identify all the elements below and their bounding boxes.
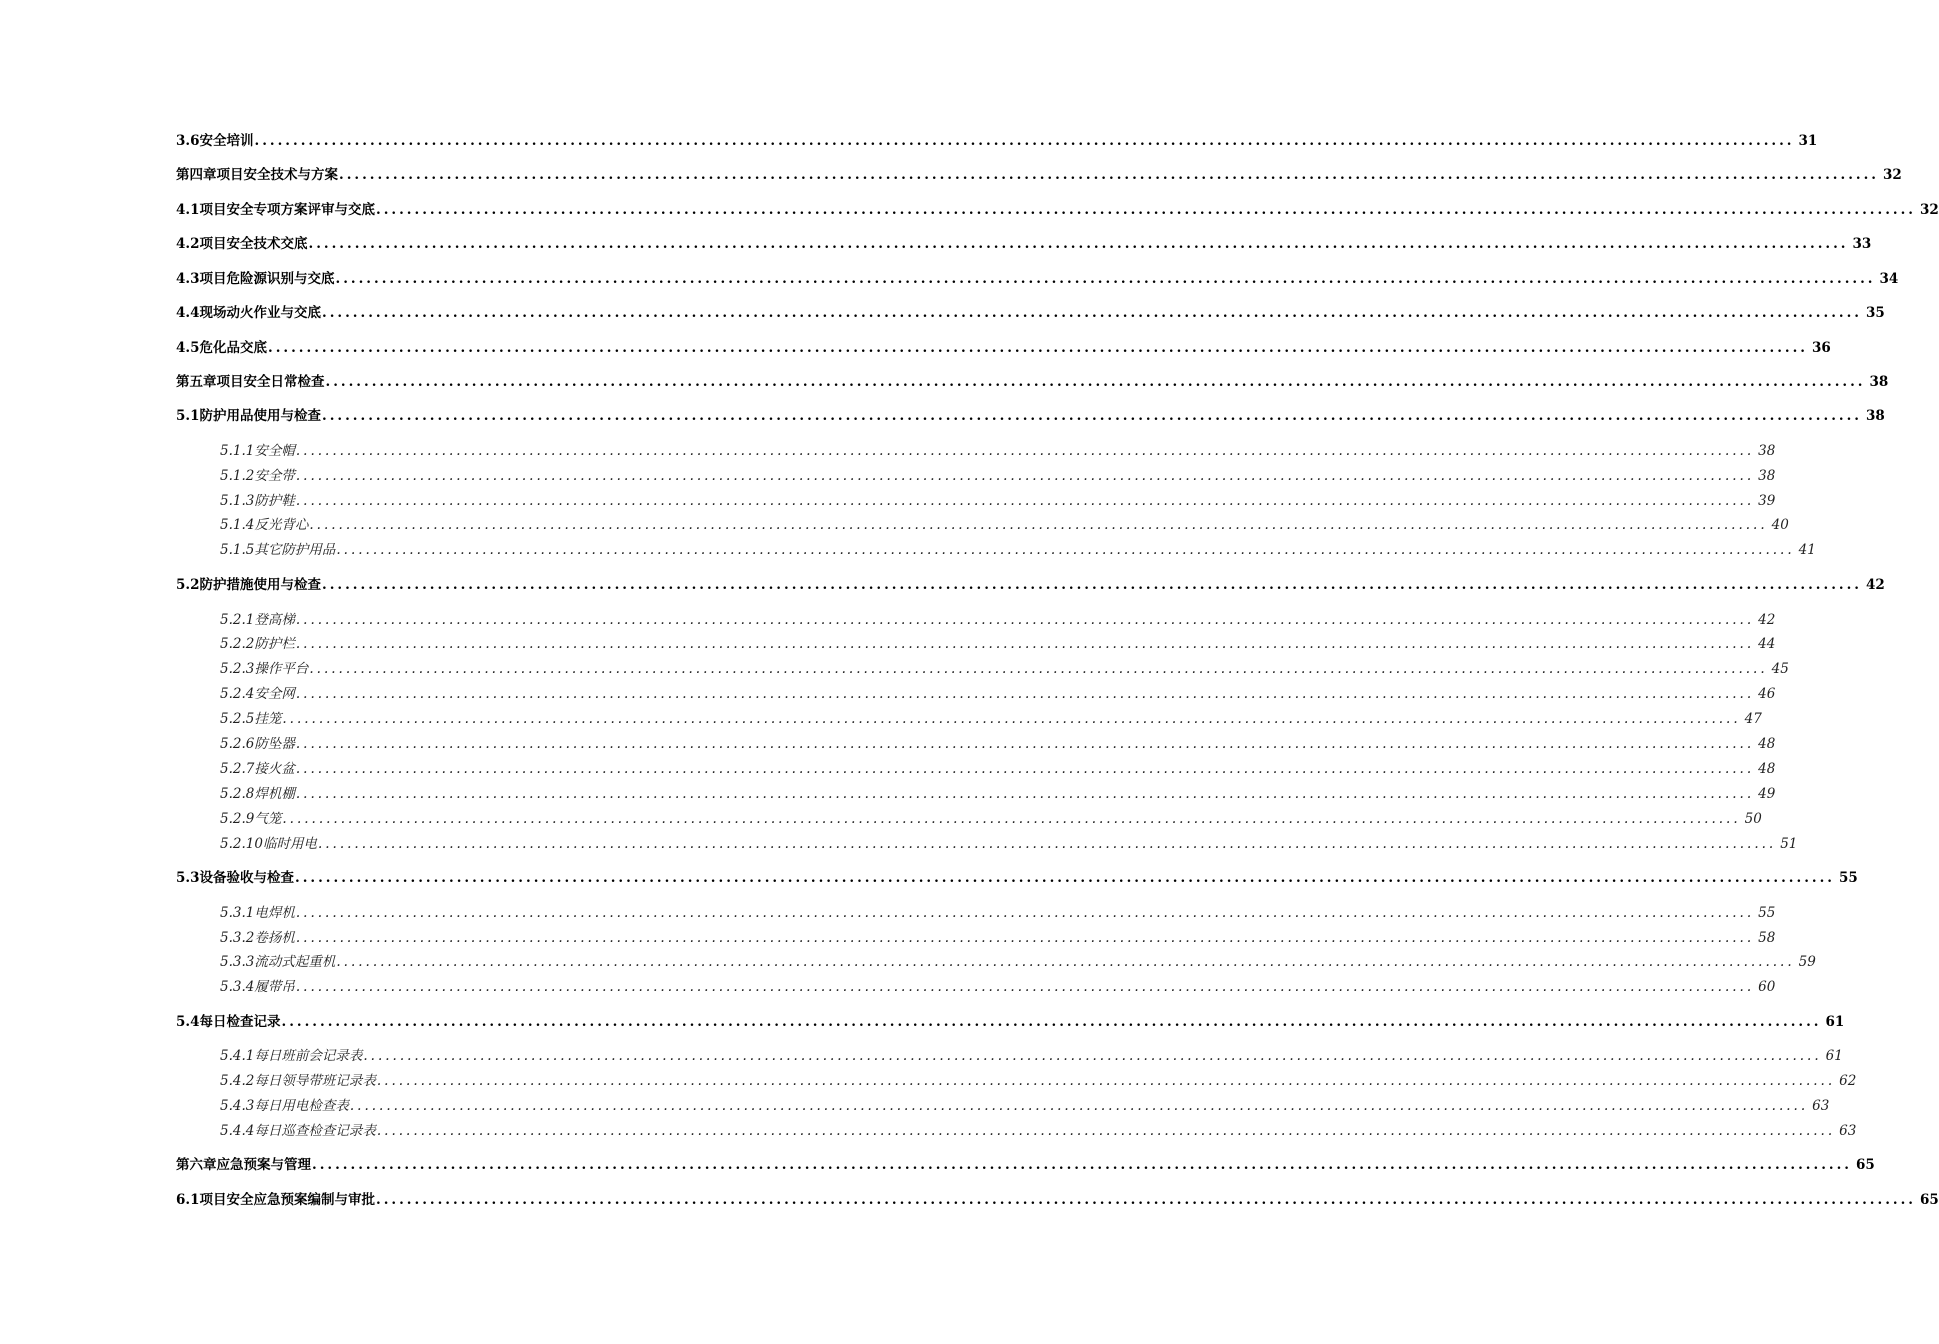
dot-leader: ........................................................................................................................................................................................................: [376, 1073, 1836, 1089]
toc-entry[interactable]: [220, 608, 1776, 628]
toc-entry[interactable]: [220, 901, 1776, 921]
toc-entry-label: 4.2项目安全技术交底: [176, 236, 308, 252]
toc-entry[interactable]: [220, 657, 1789, 677]
toc-entry-page-number: 48: [1758, 761, 1776, 777]
toc-entry-label: 5.4.1每日班前会记录表: [220, 1048, 363, 1064]
toc-entry-page-number: 38: [1866, 408, 1885, 424]
toc-entry[interactable]: [176, 163, 1902, 183]
toc-entry[interactable]: [220, 832, 1798, 852]
toc-entry-label: 5.3.4履带吊: [220, 979, 295, 995]
toc-entry-page-number: 38: [1758, 443, 1776, 459]
toc-entry-label: 5.2.4安全网: [220, 686, 295, 702]
toc-entry-label: 5.1.4反光背心: [220, 517, 309, 533]
dot-leader: ........................................................................................................................................................................................................: [295, 905, 1755, 921]
dot-leader: ........................................................................................................................................................................................................: [295, 636, 1755, 652]
toc-entry-label: 5.2.8焊机棚: [220, 786, 295, 802]
toc-entry-page-number: 59: [1798, 954, 1816, 970]
toc-entry-page-number: 48: [1758, 736, 1776, 752]
dot-leader: ........................................................................................................................................................................................................: [282, 711, 1741, 727]
toc-entry-label: 5.1.1安全帽: [220, 443, 295, 459]
toc-entry-page-number: 65: [1856, 1157, 1875, 1173]
toc-entry-page-number: 39: [1758, 493, 1776, 509]
toc-entry[interactable]: [220, 782, 1776, 802]
toc-entry-page-number: 40: [1771, 517, 1789, 533]
toc-entry[interactable]: [220, 950, 1816, 970]
toc-entry-page-number: 36: [1812, 340, 1831, 356]
toc-entry[interactable]: [176, 267, 1899, 287]
toc-entry-label: 5.2.10临时用电: [220, 836, 317, 852]
toc-entry-label: 5.2.1登高梯: [220, 612, 295, 628]
dot-leader: ........................................................................................................................................................................................................: [336, 954, 1795, 970]
dot-leader: ........................................................................................................................................................................................................: [322, 408, 1862, 424]
toc-entry-label: 5.1.2安全带: [220, 468, 295, 484]
toc-entry-page-number: 55: [1839, 870, 1858, 886]
toc-entry-page-number: 55: [1758, 905, 1776, 921]
toc-entry-page-number: 34: [1879, 271, 1899, 287]
dot-leader: ........................................................................................................................................................................................................: [376, 1192, 1916, 1208]
dot-leader: ........................................................................................................................................................................................................: [295, 612, 1755, 628]
dot-leader: ........................................................................................................................................................................................................: [322, 577, 1862, 593]
toc-entry-label: 5.1防护用品使用与检查: [176, 408, 321, 424]
toc-entry[interactable]: [220, 732, 1776, 752]
dot-leader: ........................................................................................................................................................................................................: [295, 468, 1755, 484]
dot-leader: ........................................................................................................................................................................................................: [282, 811, 1741, 827]
dot-leader: ........................................................................................................................................................................................................: [363, 1048, 1822, 1064]
toc-entry-label: 5.4.3每日用电检查表: [220, 1098, 349, 1114]
dot-leader: ........................................................................................................................................................................................................: [295, 736, 1755, 752]
dot-leader: ........................................................................................................................................................................................................: [335, 271, 1876, 287]
dot-leader: ........................................................................................................................................................................................................: [295, 443, 1755, 459]
toc-entry[interactable]: [176, 129, 1818, 149]
toc-entry-page-number: 45: [1771, 661, 1789, 677]
toc-entry-label: 5.2.7接火盆: [220, 761, 295, 777]
toc-entry[interactable]: [176, 198, 1939, 218]
toc-entry-page-number: 63: [1839, 1123, 1857, 1139]
toc-entry-page-number: 44: [1758, 636, 1776, 652]
dot-leader: ........................................................................................................................................................................................................: [309, 517, 1768, 533]
toc-entry-page-number: 58: [1758, 930, 1776, 946]
toc-entry-page-number: 42: [1758, 612, 1776, 628]
dot-leader: ........................................................................................................................................................................................................: [295, 493, 1755, 509]
toc-entry-page-number: 32: [1920, 202, 1939, 218]
toc-entry-label: 第五章项目安全日常检查: [176, 374, 325, 390]
dot-leader: ........................................................................................................................................................................................................: [336, 542, 1795, 558]
dot-leader: ........................................................................................................................................................................................................: [308, 236, 1849, 252]
toc-entry-label: 5.3.1电焊机: [220, 905, 295, 921]
toc-entry-label: 第四章项目安全技术与方案: [176, 167, 338, 183]
toc-entry[interactable]: [176, 866, 1858, 886]
toc-entry-label: 5.1.3防护鞋: [220, 493, 295, 509]
toc-entry-page-number: 35: [1866, 305, 1885, 321]
toc-entry-label: 4.1项目安全专项方案评审与交底: [176, 202, 375, 218]
toc-entry[interactable]: [176, 573, 1885, 593]
toc-entry-page-number: 47: [1744, 711, 1762, 727]
dot-leader: ........................................................................................................................................................................................................: [295, 686, 1755, 702]
toc-entry-label: 5.3.3流动式起重机: [220, 954, 336, 970]
toc-entry-label: 5.2.2防护栏: [220, 636, 295, 652]
toc-entry-label: 4.4现场动火作业与交底: [176, 305, 321, 321]
dot-leader: ........................................................................................................................................................................................................: [376, 1123, 1836, 1139]
toc-entry-page-number: 32: [1883, 167, 1902, 183]
toc-entry[interactable]: [220, 439, 1776, 459]
dot-leader: ........................................................................................................................................................................................................: [339, 167, 1879, 183]
dot-leader: ........................................................................................................................................................................................................: [254, 133, 1795, 149]
toc-entry[interactable]: [220, 489, 1776, 509]
toc-entry[interactable]: [220, 807, 1762, 827]
toc-entry[interactable]: [220, 632, 1776, 652]
toc-entry-label: 5.3.2卷扬机: [220, 930, 295, 946]
toc-entry-page-number: 60: [1758, 979, 1776, 995]
toc-entry-label: 5.2.3操作平台: [220, 661, 309, 677]
toc-entry-label: 第六章应急预案与管理: [176, 1157, 311, 1173]
toc-entry-page-number: 51: [1780, 836, 1798, 852]
toc-entry[interactable]: [220, 975, 1776, 995]
toc-entry[interactable]: [220, 1094, 1830, 1114]
toc-entry[interactable]: [220, 538, 1816, 558]
toc-entry-label: 5.4.4每日巡查检查记录表: [220, 1123, 376, 1139]
toc-entry[interactable]: [176, 301, 1885, 321]
toc-entry-page-number: 46: [1758, 686, 1776, 702]
toc-entry-label: 5.4.2每日领导带班记录表: [220, 1073, 376, 1089]
dot-leader: ........................................................................................................................................................................................................: [322, 305, 1862, 321]
toc-entry-label: 5.2防护措施使用与检查: [176, 577, 321, 593]
toc-entry-page-number: 33: [1852, 236, 1872, 252]
toc-entry-label: 4.3项目危险源识别与交底: [176, 271, 335, 287]
toc-entry-page-number: 50: [1744, 811, 1762, 827]
toc-entry-page-number: 61: [1825, 1048, 1843, 1064]
dot-leader: ........................................................................................................................................................................................................: [349, 1098, 1809, 1114]
dot-leader: ........................................................................................................................................................................................................: [312, 1157, 1852, 1173]
toc-entry[interactable]: [220, 926, 1776, 946]
toc-entry-label: 5.2.5挂笼: [220, 711, 282, 727]
dot-leader: ........................................................................................................................................................................................................: [295, 979, 1755, 995]
toc-entry[interactable]: [176, 404, 1885, 424]
toc-entry[interactable]: [220, 1069, 1857, 1089]
toc-entry[interactable]: [220, 513, 1789, 533]
toc-entry[interactable]: [220, 682, 1776, 702]
dot-leader: ........................................................................................................................................................................................................: [268, 340, 1808, 356]
toc-entry-label: 5.1.5其它防护用品: [220, 542, 336, 558]
dot-leader: ........................................................................................................................................................................................................: [295, 761, 1755, 777]
toc-entry[interactable]: [176, 370, 1889, 390]
toc-entry-page-number: 42: [1866, 577, 1885, 593]
dot-leader: ........................................................................................................................................................................................................: [325, 374, 1866, 390]
toc-entry[interactable]: [176, 336, 1831, 356]
toc-entry[interactable]: [176, 232, 1872, 252]
toc-entry-label: 5.2.9气笼: [220, 811, 282, 827]
dot-leader: ........................................................................................................................................................................................................: [309, 661, 1768, 677]
toc-entry-label: 3.6安全培训: [176, 133, 254, 149]
dot-leader: ........................................................................................................................................................................................................: [376, 202, 1916, 218]
toc-entry[interactable]: [220, 757, 1776, 777]
dot-leader: ........................................................................................................................................................................................................: [317, 836, 1777, 852]
toc-entry[interactable]: [176, 1188, 1939, 1208]
toc-entry-page-number: 61: [1825, 1014, 1845, 1030]
dot-leader: ........................................................................................................................................................................................................: [281, 1014, 1822, 1030]
toc-entry[interactable]: [220, 1044, 1843, 1064]
dot-leader: ........................................................................................................................................................................................................: [295, 870, 1835, 886]
toc-entry[interactable]: [176, 1010, 1845, 1030]
toc-entry-page-number: 63: [1812, 1098, 1830, 1114]
toc-entry-label: 4.5危化品交底: [176, 340, 267, 356]
toc-entry-page-number: 38: [1758, 468, 1776, 484]
toc-entry[interactable]: [220, 707, 1762, 727]
toc-entry-page-number: 38: [1869, 374, 1889, 390]
toc-entry-label: 6.1项目安全应急预案编制与审批: [176, 1192, 375, 1208]
toc-entry-label: 5.2.6防坠器: [220, 736, 295, 752]
dot-leader: ........................................................................................................................................................................................................: [295, 930, 1755, 946]
dot-leader: ........................................................................................................................................................................................................: [295, 786, 1755, 802]
toc-entry-page-number: 49: [1758, 786, 1776, 802]
toc-entry-page-number: 31: [1798, 133, 1818, 149]
toc-entry[interactable]: [220, 1119, 1857, 1139]
toc-entry-label: 5.4每日检查记录: [176, 1014, 281, 1030]
toc-entry[interactable]: [220, 464, 1776, 484]
toc-entry-page-number: 41: [1798, 542, 1816, 558]
toc-entry-label: 5.3设备验收与检查: [176, 870, 294, 886]
toc-entry[interactable]: [176, 1153, 1875, 1173]
toc-entry-page-number: 65: [1920, 1192, 1939, 1208]
toc-entry-page-number: 62: [1839, 1073, 1857, 1089]
